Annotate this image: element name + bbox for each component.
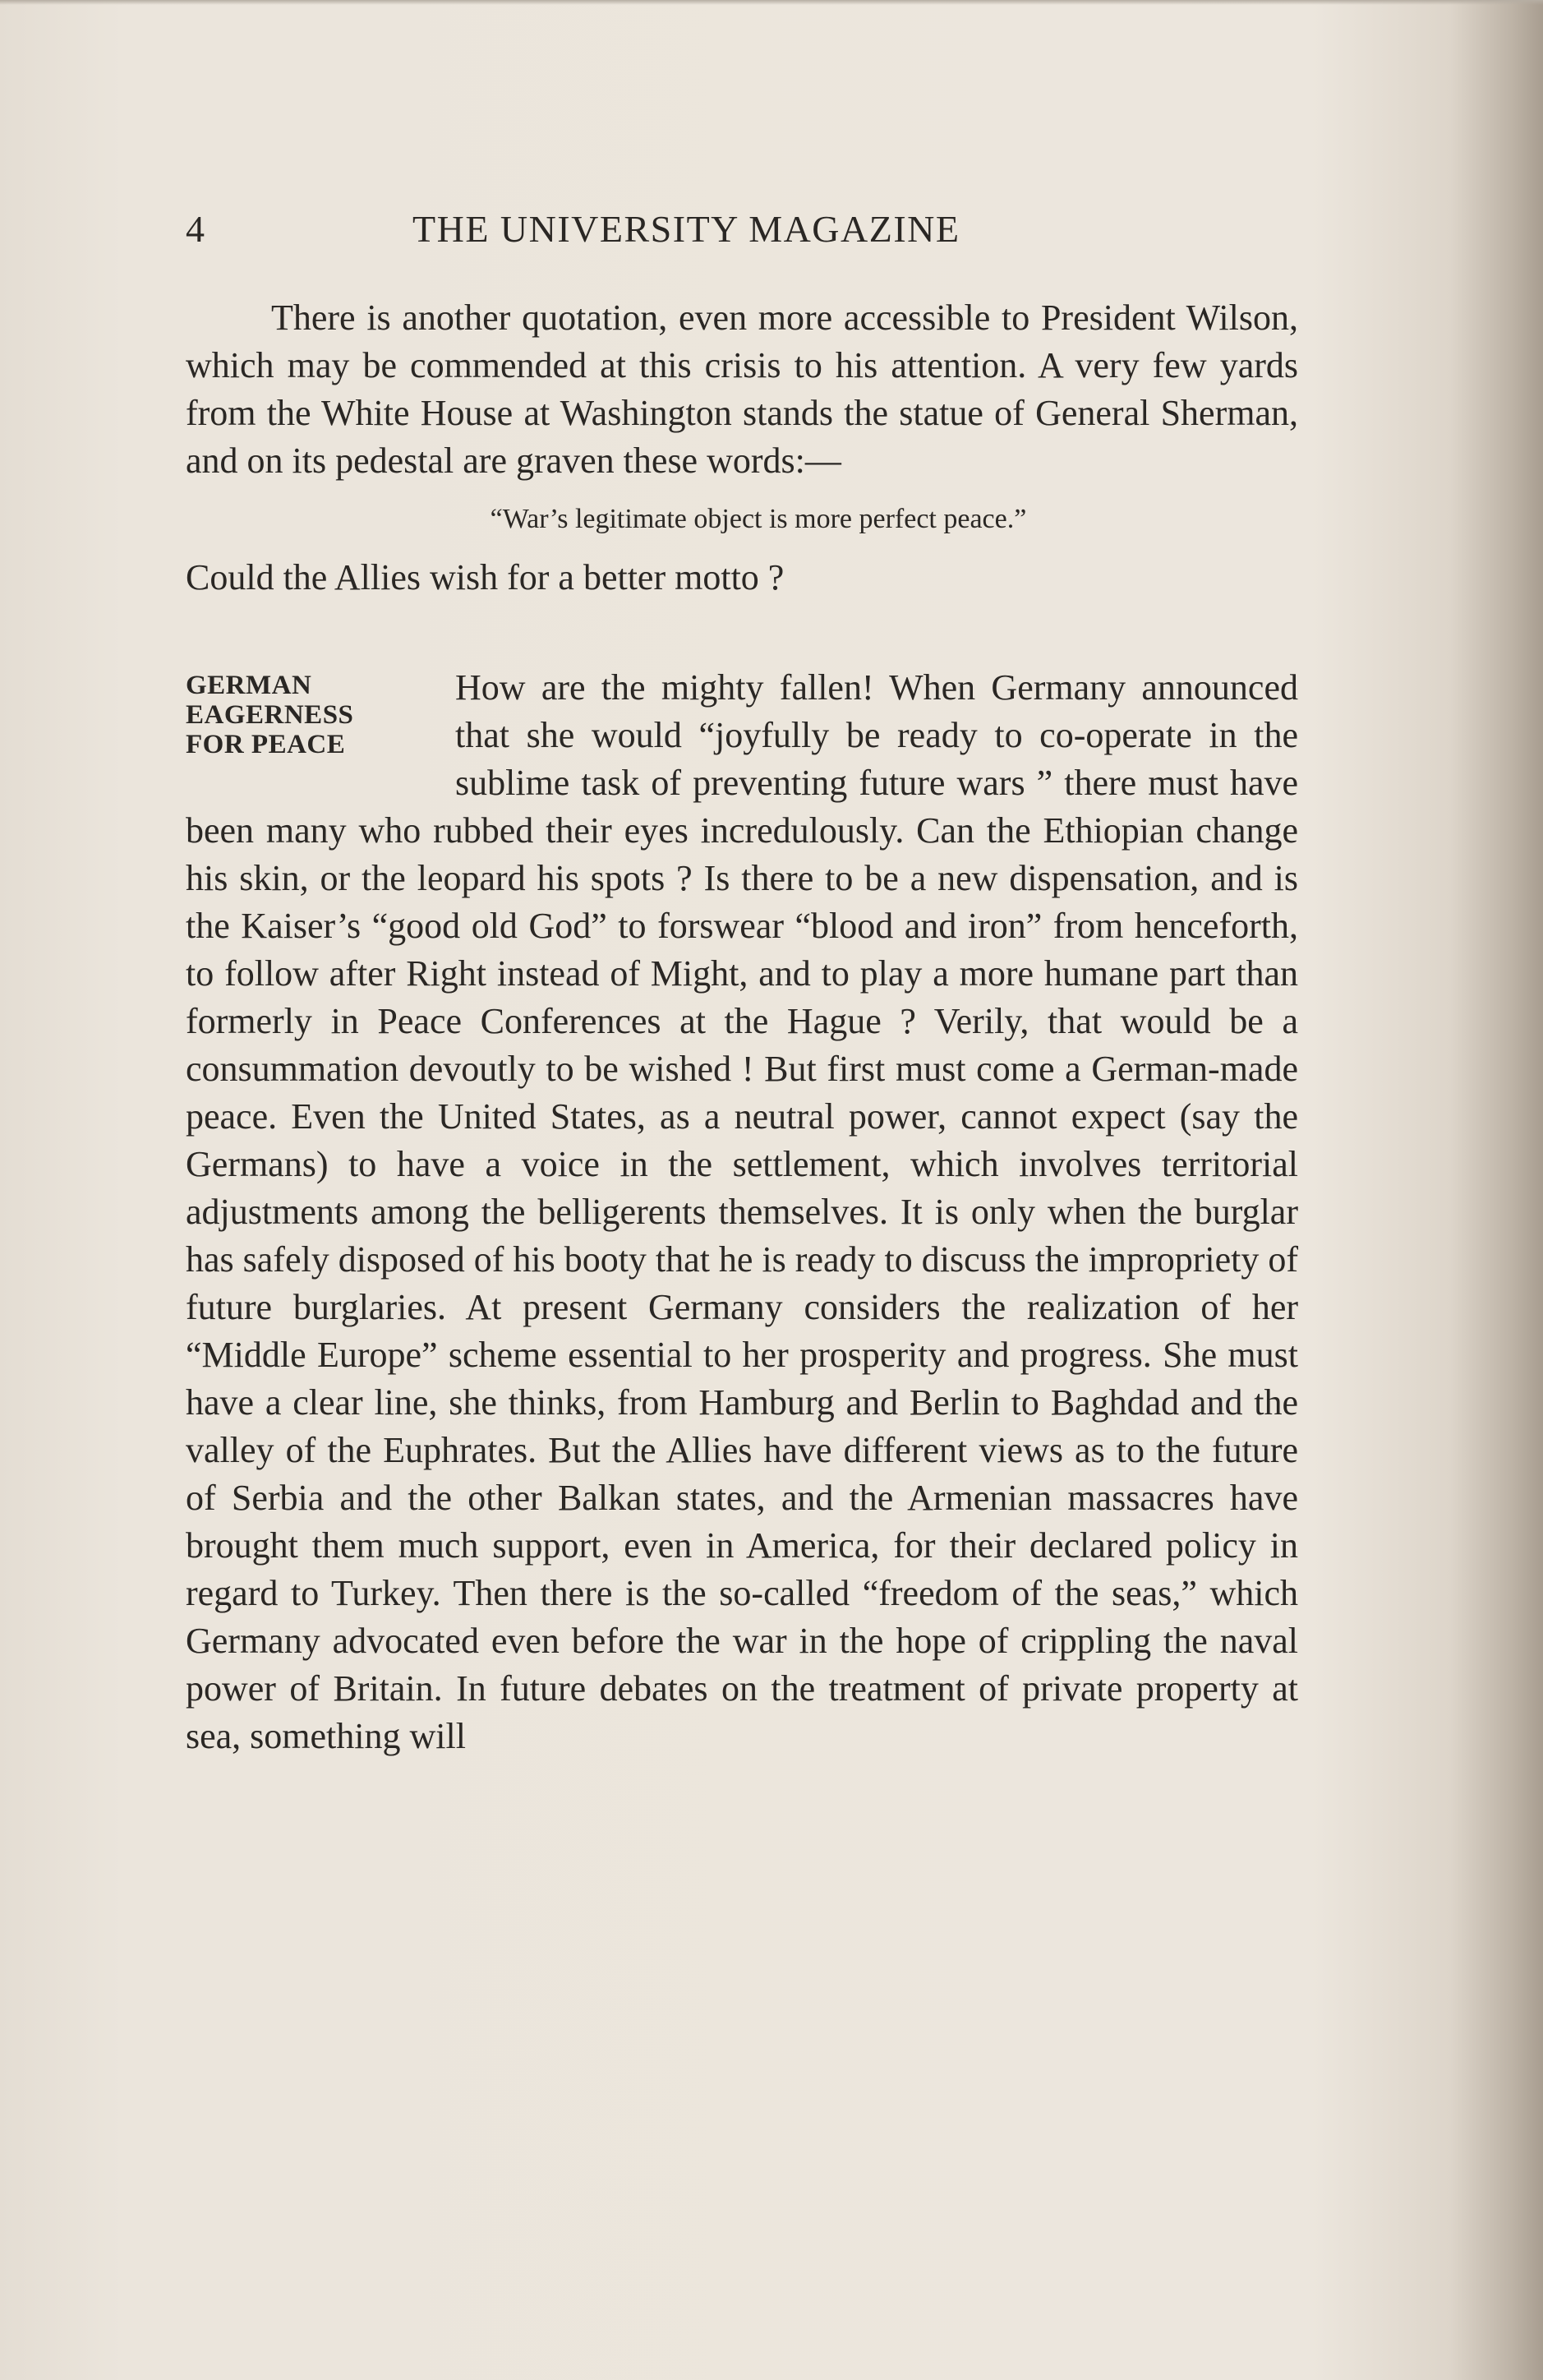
side-heading-line: EAGERNESS	[186, 700, 354, 730]
body-text	[186, 294, 1298, 1760]
paragraph-sherman-quotation: There is another quotation, even more accessible to President Wilson, which may be commended at this crisis to his attention. A very few yards from the White House at Washington stands the statue of General Sherman, and on its pedestal are graven these words:—	[186, 298, 1298, 481]
side-heading	[186, 664, 432, 804]
side-heading-line: FOR PEACE	[186, 730, 346, 759]
paragraph-motto-question: Could the Allies wish for a better motto ?	[186, 557, 785, 597]
page-number: 4	[186, 208, 206, 250]
side-heading-line: GERMAN	[186, 671, 312, 700]
section-german-eagerness	[186, 664, 1298, 1760]
running-head	[186, 207, 1065, 256]
paragraph-german-peace: How are the mighty fallen! When Germany announced that she would “joyfully be ready to co-operate in the sublime task of preventing future wars ” there must have been many who rubbed their eyes incredulously. Can the Ethiopian change his skin, or the leopard his spots ? Is there to be a new dispensation, and is the Kaiser’s “good old God” to forswear “blood and iron” from henceforth, to follow after Right instead of Might, and to play a more humane part than formerly in Peace Conferences at the Hague ? Verily, that would be a consummation devoutly to be wished ! But first must come a German-made peace. Even the United States, as a neutral power, cannot expect (say the Germans) to have a voice in the settlement, which involves territorial adjustments among the belligerents themselves. It is only when the burglar has safely disposed of his booty that he is ready to discuss the impropriety of future burglaries. At present Germany considers the realization of her “Middle Europe” scheme essential to her prosperity and progress. She must have a clear line, she thinks, from Hamburg and Berlin to Baghdad and the valley of the Euphrates. But the Allies have different views as to the future of Serbia and the other Balkan states, and the Armenian massacres have brought them much support, even in America, for their declared policy in regard to Turkey. Then there is the so-called “freedom of the seas,” which Germany advocated even before the war in the hope of crippling the naval power of Britain. In future debates on the treatment of private property at sea, something will	[186, 667, 1298, 1756]
journal-title: THE UNIVERSITY MAGAZINE	[412, 208, 960, 250]
sherman-quote: “War’s legitimate object is more perfect peace.”	[490, 504, 1027, 534]
